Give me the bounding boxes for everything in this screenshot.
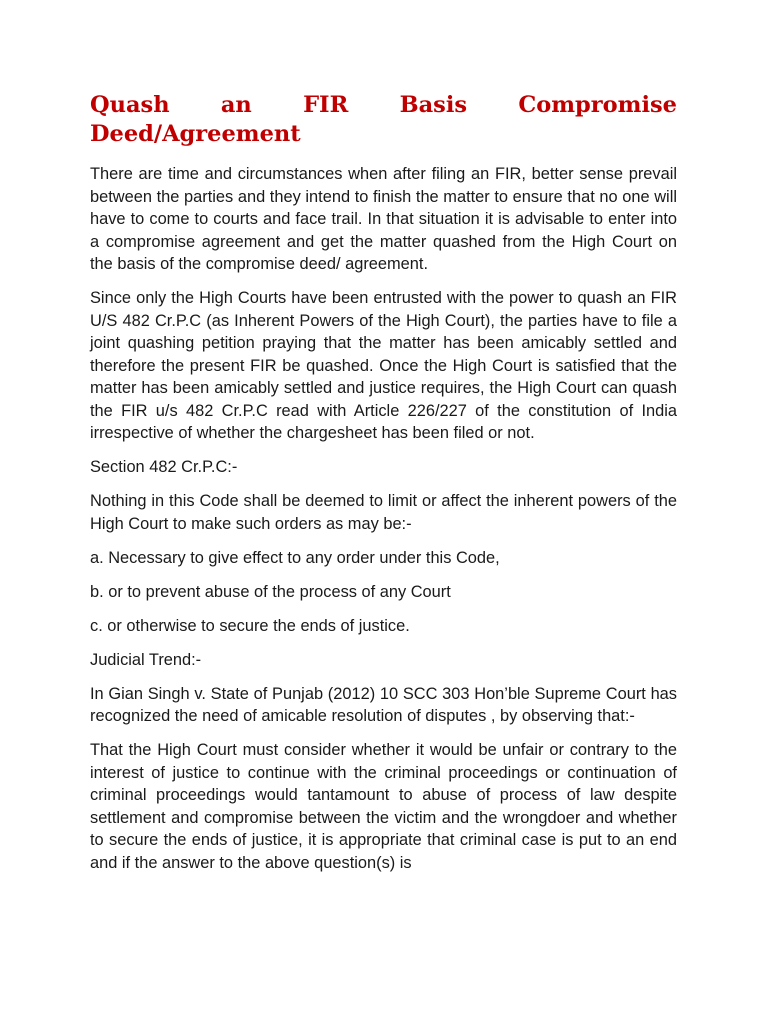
title-line-1: Quash an FIR Basis Compromise bbox=[90, 92, 677, 118]
paragraph-high-court-consider: That the High Court must consider whether it would be unfair or contrary to the interest of justice to continue with the criminal proceedings or continuation of criminal proceedings would tantamount to abuse of process of law despite settlement and compromise between the victim and the wrongdoer and whether to secure the ends of justice, it is appropriate that criminal case is put to an end and if the answer to the above question(s) is bbox=[90, 741, 677, 872]
list-item-b: b. or to prevent abuse of the process of any Court bbox=[90, 582, 451, 601]
title-line-2: Deed/Agreement bbox=[90, 121, 301, 147]
paragraph-intro: There are time and circumstances when after filing an FIR, better sense prevail between the parties and they intend to finish the matter to ensure that no one will have to come to courts and face trail. In that situation it is advisable to enter into a compromise agreement and get the matter quashed from the High Court on the basis of the compromise deed/ agreement. bbox=[90, 165, 677, 273]
document-page bbox=[90, 91, 677, 886]
section-heading-judicial-trend: Judicial Trend:- bbox=[90, 650, 202, 669]
section-heading-482: Section 482 Cr.P.C:- bbox=[90, 458, 238, 476]
document-title bbox=[90, 91, 677, 149]
paragraph-section-text: Nothing in this Code shall be deemed to limit or affect the inherent powers of the High Court to make such orders as may be:- bbox=[90, 492, 677, 533]
list-item-c: c. or otherwise to secure the ends of justice. bbox=[90, 616, 410, 635]
paragraph-high-court-power: Since only the High Courts have been entrusted with the power to quash an FIR U/S 482 Cr.P.C (as Inherent Powers of the High Court), the parties have to file a joint quashing petition praying that the matter has been amicably settled and therefore the present FIR be quashed. Once the High Court is satisfied that the matter has been amicably settled and justice requires, the High Court can quash the FIR u/s 482 Cr.P.C read with Article 226/227 of the constitution of India irrespective of whether the chargesheet has been filed or not. bbox=[90, 289, 677, 442]
list-item-a: a. Necessary to give effect to any order under this Code, bbox=[90, 548, 500, 567]
paragraph-gian-singh: In Gian Singh v. State of Punjab (2012) 10 SCC 303 Hon’ble Supreme Court has recognized the need of amicable resolution of disputes , by observing that:- bbox=[90, 684, 677, 725]
